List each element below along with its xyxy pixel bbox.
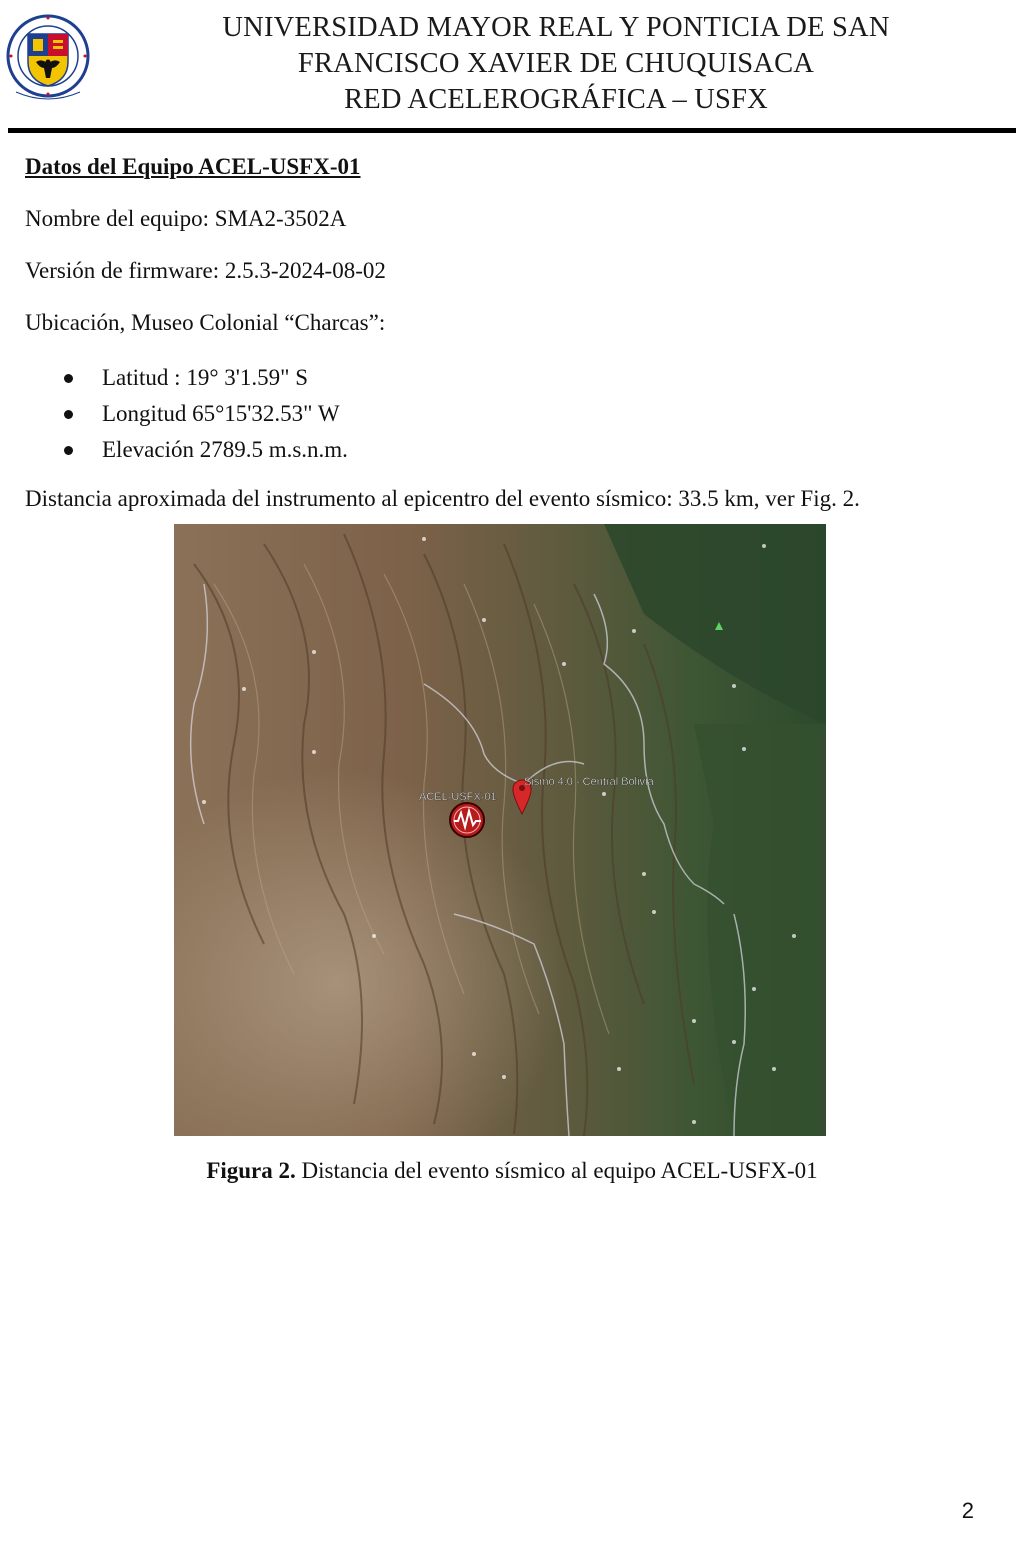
section-title-prefix: Datos del Equipo [25, 154, 194, 179]
header-divider [8, 128, 1016, 133]
elevation-text: Elevación 2789.5 m.s.n.m. [102, 437, 348, 462]
list-item [25, 432, 1004, 468]
coordinates-list [25, 360, 1004, 468]
caption-label: Figura 2. [206, 1158, 296, 1183]
bullet-icon [64, 410, 73, 419]
distance-text: Distancia aproximada del instrumento al epicentro del evento sísmico: 33.5 km, ver Fig. 2. [25, 486, 860, 511]
header-line-1: UNIVERSIDAD MAYOR REAL Y PONTICIA DE SAN [222, 12, 890, 43]
figure-caption [0, 1156, 1024, 1186]
latitude-text: Latitud : 19° 3'1.59" S [102, 365, 309, 390]
header-line-2: FRANCISCO XAVIER DE CHUQUISACA [297, 48, 815, 79]
section-title [25, 152, 1004, 182]
university-seal-icon [6, 4, 90, 108]
seismograph-marker-icon [450, 803, 484, 837]
list-item [25, 360, 1004, 396]
document-body [25, 152, 1004, 536]
equipment-name: Nombre del equipo: SMA2-3502A [25, 206, 347, 231]
longitude-text: Longitud 65°15'32.53" W [102, 401, 340, 426]
bullet-icon [64, 374, 73, 383]
section-title-code: ACEL-USFX-01 [198, 154, 361, 179]
satellite-map [174, 524, 826, 1136]
page-number: 2 [961, 1498, 974, 1523]
location-label: Ubicación, Museo Colonial “Charcas”: [25, 310, 386, 335]
bullet-icon [64, 446, 73, 455]
list-item [25, 396, 1004, 432]
event-label: Sismo 4.0 - Central Bolivia [524, 776, 654, 788]
firmware-version: Versión de firmware: 2.5.3-2024-08-02 [25, 258, 386, 283]
caption-text: Distancia del evento sísmico al equipo ACEL-USFX-01 [295, 1158, 818, 1183]
institution-header [100, 10, 1012, 118]
header-line-3: RED ACELEROGRÁFICA – USFX [344, 84, 768, 115]
station-label: ACEL-USFX-01 [419, 791, 497, 803]
